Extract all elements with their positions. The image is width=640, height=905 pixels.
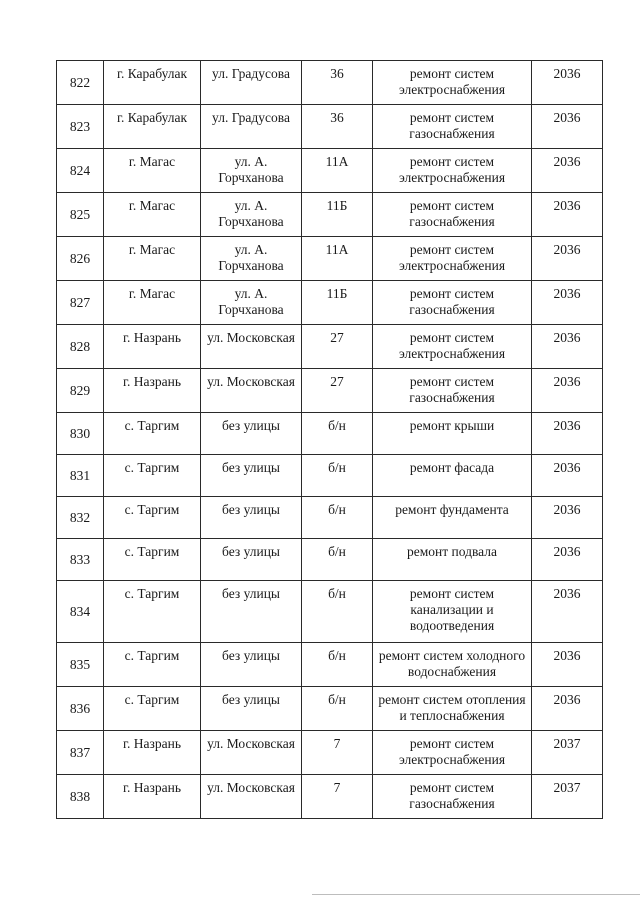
row-number: 827 — [57, 281, 104, 325]
year-cell: 2036 — [532, 643, 603, 687]
table-row — [57, 325, 603, 369]
work-type-cell: ремонт систем газоснабжения — [373, 775, 532, 819]
table-row — [57, 369, 603, 413]
house-cell: 36 — [302, 61, 373, 105]
city-cell: с. Таргим — [104, 539, 201, 581]
table-row — [57, 61, 603, 105]
row-number: 822 — [57, 61, 104, 105]
house-cell: 27 — [302, 369, 373, 413]
work-type-cell: ремонт систем холодного водоснабжения — [373, 643, 532, 687]
row-number: 832 — [57, 497, 104, 539]
work-type-cell: ремонт систем канализации и водоотведения — [373, 581, 532, 643]
street-cell: без улицы — [201, 413, 302, 455]
house-cell: б/н — [302, 539, 373, 581]
work-type-cell: ремонт систем электроснабжения — [373, 149, 532, 193]
row-number: 829 — [57, 369, 104, 413]
city-cell: г. Магас — [104, 149, 201, 193]
year-cell: 2036 — [532, 237, 603, 281]
city-cell: с. Таргим — [104, 687, 201, 731]
table-row — [57, 193, 603, 237]
year-cell: 2036 — [532, 281, 603, 325]
year-cell: 2036 — [532, 581, 603, 643]
table-row — [57, 775, 603, 819]
street-cell: ул. Градусова — [201, 105, 302, 149]
house-cell: 11А — [302, 149, 373, 193]
row-number: 838 — [57, 775, 104, 819]
table-row — [57, 581, 603, 643]
street-cell: ул. Московская — [201, 369, 302, 413]
row-number: 833 — [57, 539, 104, 581]
scan-edge-line — [312, 894, 640, 895]
row-number: 834 — [57, 581, 104, 643]
street-cell: ул. Градусова — [201, 61, 302, 105]
house-cell: 36 — [302, 105, 373, 149]
city-cell: г. Назрань — [104, 731, 201, 775]
work-type-cell: ремонт систем электроснабжения — [373, 325, 532, 369]
year-cell: 2036 — [532, 369, 603, 413]
table-row — [57, 497, 603, 539]
row-number: 836 — [57, 687, 104, 731]
work-type-cell: ремонт систем электроснабжения — [373, 237, 532, 281]
house-cell: б/н — [302, 497, 373, 539]
house-cell: 11Б — [302, 281, 373, 325]
house-cell: б/н — [302, 413, 373, 455]
city-cell: с. Таргим — [104, 455, 201, 497]
work-type-cell: ремонт систем газоснабжения — [373, 369, 532, 413]
table-row — [57, 455, 603, 497]
street-cell: ул. А. Горчханова — [201, 281, 302, 325]
city-cell: с. Таргим — [104, 581, 201, 643]
row-number: 825 — [57, 193, 104, 237]
table-row — [57, 731, 603, 775]
street-cell: без улицы — [201, 455, 302, 497]
year-cell: 2036 — [532, 687, 603, 731]
table-row — [57, 413, 603, 455]
year-cell: 2036 — [532, 497, 603, 539]
work-type-cell: ремонт систем газоснабжения — [373, 105, 532, 149]
year-cell: 2037 — [532, 731, 603, 775]
street-cell: без улицы — [201, 687, 302, 731]
work-type-cell: ремонт фасада — [373, 455, 532, 497]
house-cell: 7 — [302, 731, 373, 775]
row-number: 830 — [57, 413, 104, 455]
house-cell: 11Б — [302, 193, 373, 237]
repair-schedule-table — [56, 60, 603, 819]
row-number: 831 — [57, 455, 104, 497]
year-cell: 2036 — [532, 61, 603, 105]
year-cell: 2036 — [532, 193, 603, 237]
street-cell: ул. Московская — [201, 775, 302, 819]
city-cell: с. Таргим — [104, 643, 201, 687]
table-row — [57, 643, 603, 687]
table-row — [57, 105, 603, 149]
street-cell: ул. А. Горчханова — [201, 149, 302, 193]
city-cell: г. Магас — [104, 281, 201, 325]
house-cell: б/н — [302, 455, 373, 497]
street-cell: ул. А. Горчханова — [201, 193, 302, 237]
street-cell: без улицы — [201, 539, 302, 581]
work-type-cell: ремонт фундамента — [373, 497, 532, 539]
city-cell: г. Назрань — [104, 369, 201, 413]
table-row — [57, 149, 603, 193]
work-type-cell: ремонт систем электроснабжения — [373, 731, 532, 775]
row-number: 835 — [57, 643, 104, 687]
row-number: 826 — [57, 237, 104, 281]
city-cell: г. Назрань — [104, 775, 201, 819]
street-cell: без улицы — [201, 497, 302, 539]
house-cell: б/н — [302, 687, 373, 731]
house-cell: б/н — [302, 643, 373, 687]
street-cell: без улицы — [201, 581, 302, 643]
street-cell: ул. А. Горчханова — [201, 237, 302, 281]
work-type-cell: ремонт систем газоснабжения — [373, 193, 532, 237]
year-cell: 2036 — [532, 413, 603, 455]
city-cell: г. Карабулак — [104, 61, 201, 105]
year-cell: 2036 — [532, 325, 603, 369]
house-cell: 7 — [302, 775, 373, 819]
house-cell: б/н — [302, 581, 373, 643]
table-row — [57, 281, 603, 325]
year-cell: 2037 — [532, 775, 603, 819]
table-row — [57, 539, 603, 581]
row-number: 828 — [57, 325, 104, 369]
work-type-cell: ремонт подвала — [373, 539, 532, 581]
city-cell: г. Магас — [104, 237, 201, 281]
table-row — [57, 237, 603, 281]
table-row — [57, 687, 603, 731]
row-number: 824 — [57, 149, 104, 193]
work-type-cell: ремонт систем газоснабжения — [373, 281, 532, 325]
house-cell: 11А — [302, 237, 373, 281]
city-cell: г. Карабулак — [104, 105, 201, 149]
year-cell: 2036 — [532, 149, 603, 193]
year-cell: 2036 — [532, 539, 603, 581]
city-cell: г. Назрань — [104, 325, 201, 369]
city-cell: г. Магас — [104, 193, 201, 237]
street-cell: ул. Московская — [201, 731, 302, 775]
row-number: 837 — [57, 731, 104, 775]
work-type-cell: ремонт крыши — [373, 413, 532, 455]
street-cell: без улицы — [201, 643, 302, 687]
year-cell: 2036 — [532, 455, 603, 497]
work-type-cell: ремонт систем отопления и теплоснабжения — [373, 687, 532, 731]
city-cell: с. Таргим — [104, 413, 201, 455]
row-number: 823 — [57, 105, 104, 149]
house-cell: 27 — [302, 325, 373, 369]
street-cell: ул. Московская — [201, 325, 302, 369]
work-type-cell: ремонт систем электроснабжения — [373, 61, 532, 105]
year-cell: 2036 — [532, 105, 603, 149]
city-cell: с. Таргим — [104, 497, 201, 539]
